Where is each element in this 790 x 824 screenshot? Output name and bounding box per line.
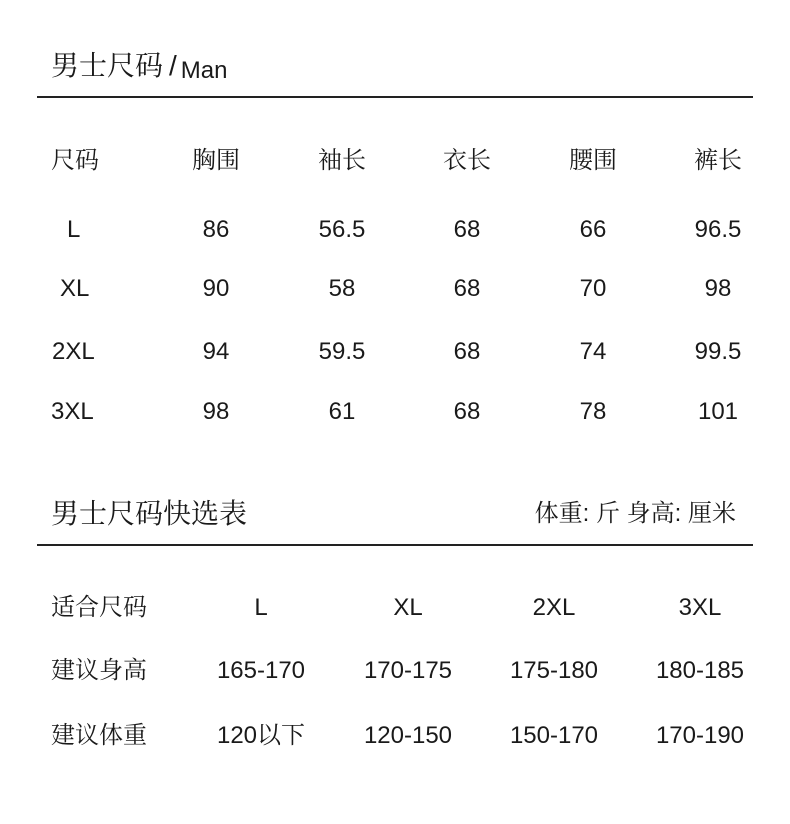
row-label-height: 建议身高	[51, 657, 147, 684]
table-cell: 94	[202, 338, 230, 365]
table-cell: 150-170	[509, 722, 599, 749]
table-cell: 99.5	[694, 338, 742, 365]
table-cell: 170-190	[655, 722, 745, 749]
section-divider	[37, 96, 753, 98]
table-cell: 90	[202, 275, 230, 302]
header-chest: 胸围	[192, 147, 240, 174]
header-size: 尺码	[51, 147, 99, 174]
table-cell: XL	[393, 594, 423, 621]
table-cell: 78	[579, 398, 607, 425]
header-waist: 腰围	[569, 147, 617, 174]
table-cell: 2XL	[532, 594, 576, 621]
row-label-size: 适合尺码	[51, 594, 147, 621]
units-note: 体重: 斤 身高: 厘米	[534, 500, 736, 527]
header-pant-length: 裤长	[694, 147, 742, 174]
table-cell: 120以下	[216, 722, 306, 749]
row-label-weight: 建议体重	[51, 722, 147, 749]
table-cell: 170-175	[363, 657, 453, 684]
table-cell: 86	[202, 216, 230, 243]
table-cell: 68	[453, 398, 481, 425]
header-length: 衣长	[443, 147, 491, 174]
table-cell: 70	[579, 275, 607, 302]
table-cell: 3XL	[678, 594, 722, 621]
table-cell: 175-180	[509, 657, 599, 684]
header-sleeve: 袖长	[318, 147, 366, 174]
table-cell: 165-170	[216, 657, 306, 684]
table-cell: 68	[453, 275, 481, 302]
table-cell: 58	[328, 275, 356, 302]
table-cell: 101	[697, 398, 739, 425]
table-cell: 68	[453, 216, 481, 243]
table-cell: 98	[704, 275, 732, 302]
size-chart-title-en: Man	[180, 57, 228, 84]
size-chart-title-cn: 男士尺码	[51, 50, 164, 81]
table-cell: L	[67, 216, 81, 243]
title-separator: /	[169, 50, 177, 81]
table-cell: 98	[202, 398, 230, 425]
table-cell: 61	[328, 398, 356, 425]
table-cell: 74	[579, 338, 607, 365]
table-cell: 59.5	[318, 338, 366, 365]
table-cell: 2XL	[52, 338, 95, 365]
table-cell: 180-185	[655, 657, 745, 684]
table-cell: 68	[453, 338, 481, 365]
table-cell: 56.5	[318, 216, 366, 243]
section-divider	[37, 544, 753, 546]
table-cell: XL	[60, 275, 90, 302]
table-cell: 66	[579, 216, 607, 243]
table-cell: 96.5	[694, 216, 742, 243]
table-cell: 120-150	[363, 722, 453, 749]
table-cell: L	[254, 594, 268, 621]
table-cell: 3XL	[51, 398, 94, 425]
size-chart-title	[51, 48, 227, 86]
quick-select-title: 男士尺码快选表	[51, 498, 248, 529]
